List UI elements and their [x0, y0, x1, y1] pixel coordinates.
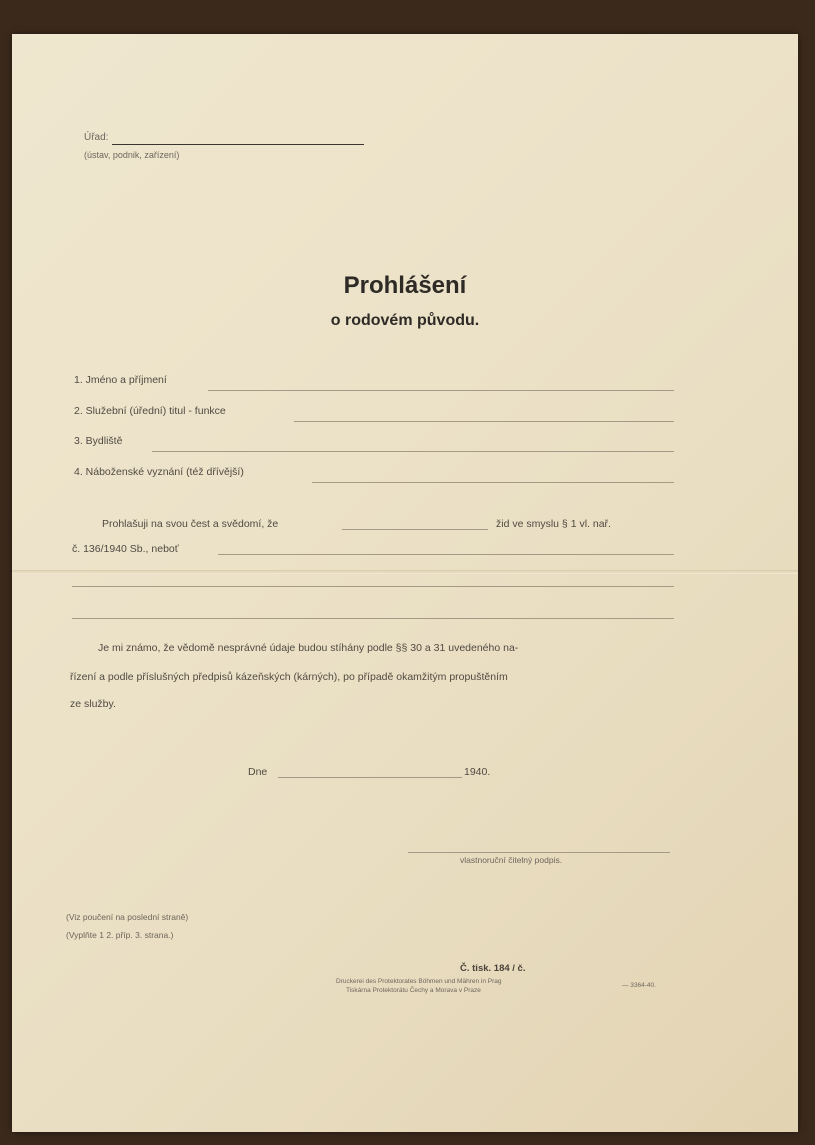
- signature-line: [408, 852, 670, 853]
- date-prefix: Dne: [248, 766, 268, 778]
- field-4-line: [312, 482, 674, 483]
- field-1-label: 1. Jméno a příjmení: [74, 374, 167, 386]
- paper-fold: [12, 570, 798, 574]
- office-line: [112, 144, 364, 145]
- footnote-2: (Vyplňte 1 2. příp. 3. strana.): [66, 930, 174, 940]
- field-2-line: [294, 421, 674, 422]
- field-4-label: 4. Náboženské vyznání (též dřívější): [74, 466, 244, 478]
- field-3-line: [152, 451, 674, 452]
- declaration-end: žid ve smyslu § 1 vl. nař.: [496, 518, 611, 530]
- field-2-label: 2. Služební (úřední) titul - funkce: [74, 405, 226, 417]
- printer-code: — 3364-40.: [622, 982, 656, 989]
- declaration-line2-blank: [218, 554, 674, 555]
- declaration-blank: [342, 529, 488, 530]
- signature-label: vlastnoruční čitelný podpis.: [460, 855, 563, 865]
- date-line: [278, 777, 462, 778]
- footnote-1: (Viz poučení na poslední straně): [66, 912, 189, 922]
- warning-line-1: Je mi známo, že vědomě nesprávné údaje budou stíhány podle §§ 30 a 31 uvedeného na-: [98, 642, 519, 654]
- declaration-line3-blank: [72, 586, 674, 587]
- field-1-line: [208, 390, 674, 391]
- form-number: Č. tisk. 184 / č.: [460, 963, 526, 974]
- office-hint: (ústav, podnik, zařízení): [84, 150, 180, 160]
- declaration-line4-blank: [72, 618, 674, 619]
- form-sheet: [12, 34, 798, 1132]
- field-3-label: 3. Bydliště: [74, 435, 123, 447]
- printer-line-1: Druckerei des Protektorates Böhmen und Mähren in Prag: [336, 978, 502, 985]
- form-title: Prohlášení: [343, 272, 467, 299]
- form-subtitle: o rodovém původu.: [330, 312, 480, 329]
- warning-line-3: ze služby.: [70, 698, 116, 710]
- declaration-start: Prohlašuji na svou čest a svědomí, že: [102, 518, 279, 530]
- warning-line-2: řízení a podle příslušných předpisů kázeňských (kárných), po případě okamžitým propuštěním: [70, 671, 508, 683]
- date-year: 1940.: [464, 766, 491, 778]
- printer-line-2: Tiskárna Protektorátu Čechy a Morava v Praze: [346, 987, 481, 994]
- office-label: Úřad:: [84, 132, 109, 143]
- declaration-line2: č. 136/1940 Sb., neboť: [72, 543, 179, 555]
